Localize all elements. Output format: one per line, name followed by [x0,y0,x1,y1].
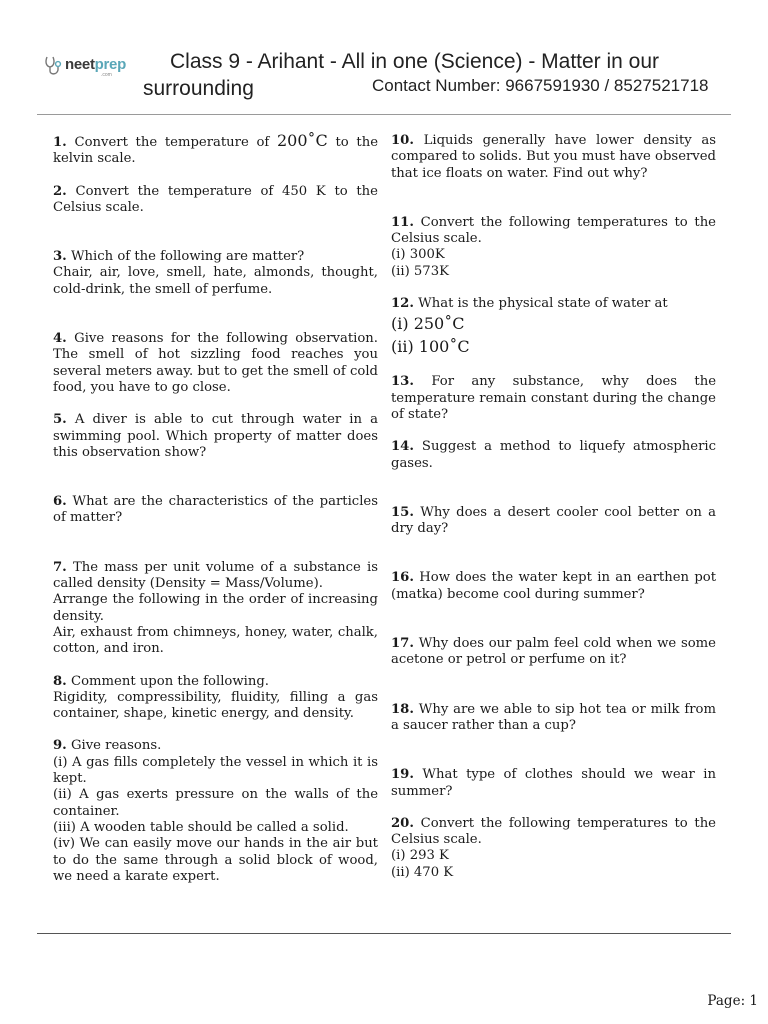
logo [43,52,143,80]
left-column [53,133,378,885]
question-text: Liquids generally have lower density as compared to solids. But you must have observed that ice floats on water. Find out why? [391,133,716,181]
logo-sub: .com [101,72,112,78]
question-math: 200˚C [276,131,328,150]
question-number: 4. [53,331,67,347]
question-number: 15. [391,504,414,520]
question-number: 14. [391,439,414,455]
question-text: Why does a desert cooler cool better on a dry day? [391,504,717,537]
question-subline: (iv) We can easily move our hands in the air but to do the same through a solid block of wood, we need a karate expert. [53,836,378,884]
question-2 [53,184,378,217]
question-text: A diver is able to cut through water in a swimming pool. Which property of matter does this observation show? [53,412,378,460]
question-subline: (i) 300K [391,247,445,263]
question-text: Convert the following temperatures to the Celsius scale. [391,214,716,247]
question-math-line: (i) 250˚C [391,314,465,334]
footer-divider [37,933,731,934]
question-math-line: (ii) 100˚C [391,337,470,357]
question-subline: (ii) A gas exerts pressure on the walls of the container. [53,787,378,819]
question-text: Give reasons. [70,738,162,754]
question-number: 19. [391,767,414,783]
question-number: 18. [391,701,414,717]
question-7 [53,560,378,658]
question-text: Which of the following are matter? [70,249,305,265]
question-text: Comment upon the following. [70,673,269,689]
question-number: 12. [391,296,414,312]
question-text: For any substance, why does the temperature remain constant during the change of state? [391,374,716,422]
question-19 [391,767,716,800]
question-20 [391,816,716,881]
question-number: 6. [53,494,67,510]
question-number: 10. [391,133,414,148]
question-text: What is the physical state of water at [418,296,668,312]
question-number: 8. [53,673,67,689]
question-number: 20. [391,815,414,831]
page-title: Class 9 - Arihant - All in one (Science) - Matter in our [170,50,660,73]
question-subline: Rigidity, compressibility, fluidity, filling a gas container, shape, kinetic energy, and density. [53,689,378,722]
contact-number: Contact Number: 9667591930 / 8527521718 [372,76,709,95]
question-text: How does the water kept in an earthen pot (matka) become cool during summer? [391,570,716,602]
question-text: Convert the temperature of 450 K to the Celsius scale. [53,183,378,215]
question-12 [391,296,716,358]
question-text: What are the characteristics of the particles of matter? [53,494,378,526]
question-text: Why does our palm feel cold when we some acetone or petrol or perfume on it? [391,636,716,668]
question-text-after: to the kelvin scale. [53,135,378,167]
question-11 [391,215,716,280]
question-13 [391,374,716,423]
question-number: 17. [391,636,414,652]
page-number: Page: 1 [707,993,758,1009]
question-15 [391,505,716,538]
question-18 [391,702,716,735]
question-subline: (i) A gas fills completely the vessel in which it is kept. [53,754,378,787]
question-number: 3. [53,249,67,265]
question-subline: (ii) 470 K [391,864,454,880]
question-17 [391,636,716,669]
logo-text: neetprep [65,56,126,73]
question-number: 9. [53,738,67,754]
question-text: Suggest a method to liquefy atmospheric gases. [391,439,716,471]
question-6 [53,494,378,527]
question-number: 7. [53,559,67,575]
question-number: 1. [53,135,67,150]
question-number: 2. [53,183,67,199]
page-title-line2: surrounding [143,77,254,100]
question-subline: Arrange the following in the order of increasing density. [53,592,378,624]
question-number: 13. [391,374,414,390]
question-text: The mass per unit volume of a substance is called density (Density = Mass/Volume). [53,559,378,592]
stethoscope-icon [43,54,65,78]
question-text: Convert the temperature of [74,135,270,150]
question-9 [53,738,378,885]
question-subline: (i) 293 K [391,848,449,864]
question-number: 11. [391,214,414,230]
question-text: Convert the following temperatures to the Celsius scale. [391,815,716,848]
question-text: Why are we able to sip hot tea or milk from a saucer rather than a cup? [391,701,716,733]
question-4 [53,331,378,396]
question-number: 16. [391,570,414,586]
question-5 [53,412,378,461]
question-1 [53,133,378,168]
question-number: 5. [53,412,67,428]
question-3 [53,249,378,298]
question-subline: (ii) 573K [391,263,449,279]
question-text: What type of clothes should we wear in summer? [391,767,716,799]
question-16 [391,570,716,603]
question-subline: Chair, air, love, smell, hate, almonds, thought, cold-drink, the smell of perfume. [53,265,378,297]
question-10 [391,133,716,182]
right-column [391,133,716,881]
question-14 [391,439,716,472]
header-divider [37,114,731,115]
question-subline: Air, exhaust from chimneys, honey, water, chalk, cotton, and iron. [53,624,378,657]
question-text: Give reasons for the following observation. The smell of hot sizzling food reaches you several meters away. but to get the smell of cold food, you have to go close. [53,331,378,395]
question-subline: (iii) A wooden table should be called a solid. [53,819,349,835]
question-8 [53,674,378,723]
